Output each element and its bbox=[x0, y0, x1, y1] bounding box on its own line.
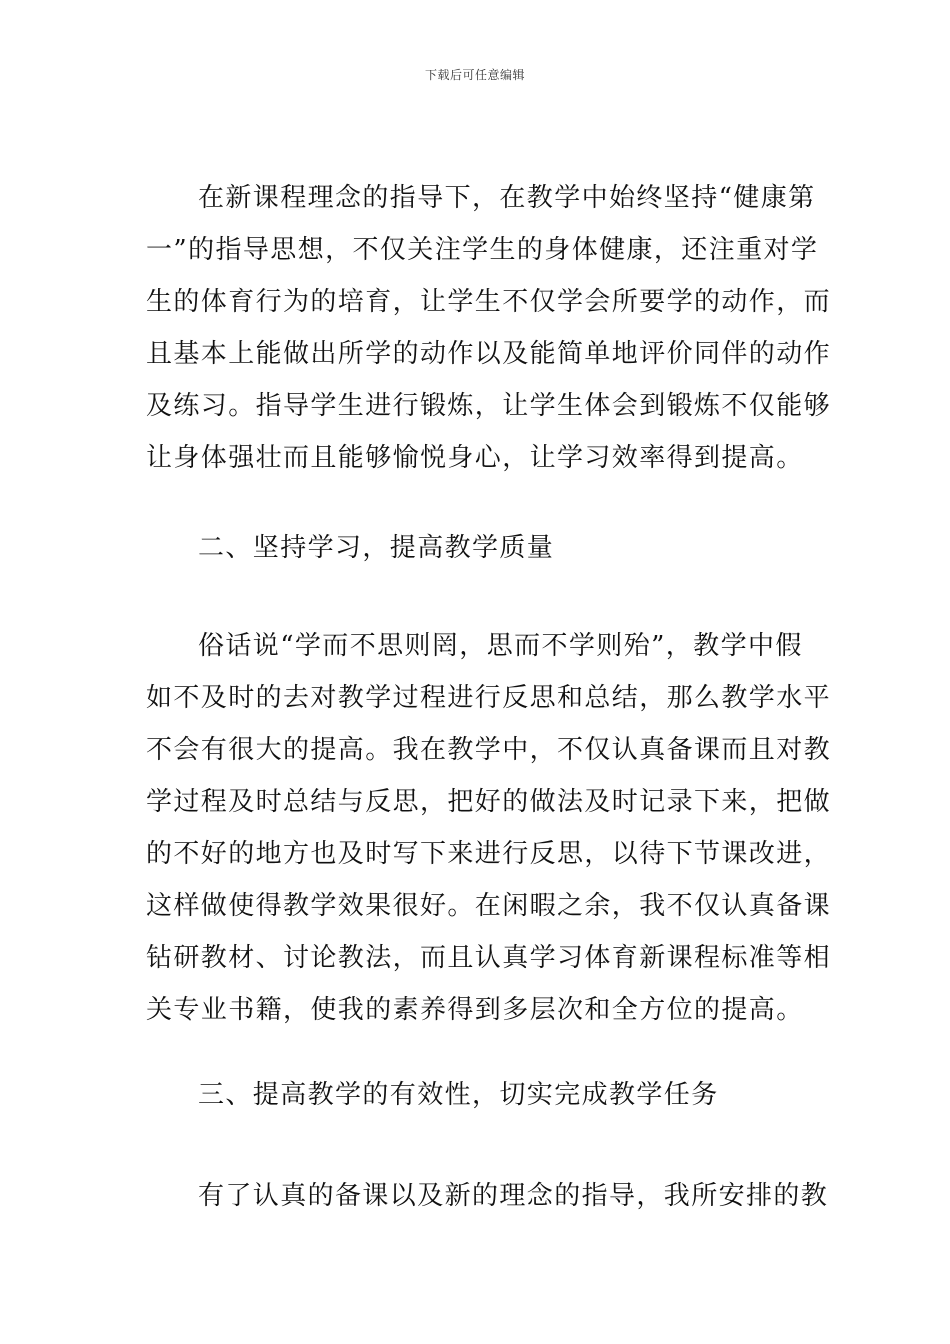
paragraph-line: 在新课程理念的指导下，在教学中始终坚持“健康第 bbox=[198, 183, 816, 213]
paragraph-line: 让身体强壮而且能够愉悦身心，让学习效率得到提高。 bbox=[146, 443, 804, 473]
paragraph-1 bbox=[146, 172, 832, 484]
paragraph-line: 有了认真的备课以及新的理念的指导，我所安排的教 bbox=[198, 1181, 829, 1211]
paragraph-line: 生的体育行为的培育，让学生不仅学会所要学的动作，而 bbox=[146, 287, 832, 317]
page-header: 下载后可任意编辑 bbox=[424, 68, 525, 82]
paragraph-line: 这样做使得教学效果很好。在闲暇之余，我不仅认真备课 bbox=[146, 891, 832, 921]
paragraph-line: 如不及时的去对教学过程进行反思和总结，那么教学水平 bbox=[146, 683, 832, 713]
paragraph-line: 关专业书籍，使我的素养得到多层次和全方位的提高。 bbox=[146, 995, 804, 1025]
paragraph-line: 俗话说“学而不思则罔，思而不学则殆”，教学中假 bbox=[198, 631, 803, 661]
paragraph-line: 且基本上能做出所学的动作以及能简单地评价同伴的动作 bbox=[146, 339, 832, 369]
paragraph-line: 不会有很大的提高。我在教学中，不仅认真备课而且对教 bbox=[146, 735, 832, 765]
paragraph-line: 及练习。指导学生进行锻炼，让学生体会到锻炼不仅能够 bbox=[146, 391, 832, 421]
paragraph-line: 的不好的地方也及时写下来进行反思，以待下节课改进， bbox=[146, 839, 832, 869]
section-heading-3: 三、提高教学的有效性，切实完成教学任务 bbox=[198, 1080, 719, 1110]
paragraph-line: 学过程及时总结与反思，把好的做法及时记录下来，把做 bbox=[146, 787, 832, 817]
paragraph-line: 钻研教材、讨论教法，而且认真学习体育新课程标准等相 bbox=[146, 943, 832, 973]
section-heading-2: 二、坚持学习，提高教学质量 bbox=[198, 533, 555, 563]
paragraph-2 bbox=[146, 620, 832, 1036]
paragraph-3 bbox=[146, 1170, 829, 1222]
paragraph-line: 一”的指导思想，不仅关注学生的身体健康，还注重对学 bbox=[146, 235, 819, 265]
